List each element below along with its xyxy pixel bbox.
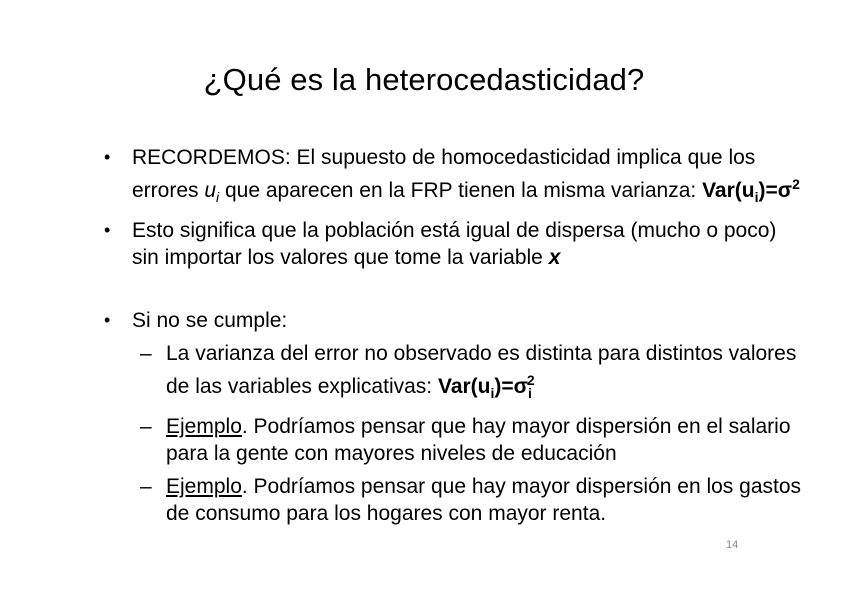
sub-bullet-varianza: – La varianza del error no observado es distinta para distintos valores de las variables explicativas: $Var(u_i)=\sigma_i^2$ xyxy=(140,342,797,402)
formula-var-homo: $Var(u_i)=\sigma^2$ xyxy=(702,176,800,206)
dash-icon: – xyxy=(140,475,152,499)
slide-title: ¿Qué es la heterocedasticidad? xyxy=(203,62,645,97)
sub-bullet-ejemplo-salario: – Ejemplo. Podríamos pensar que hay mayor dispersión en el salario para la gente con mayores niveles de educación xyxy=(140,415,791,466)
bullet-icon: • xyxy=(104,310,111,331)
formula-var-hetero: $Var(u_i)=\sigma_i^2$ xyxy=(437,372,535,402)
dash-icon: – xyxy=(140,342,152,366)
bullet-icon: • xyxy=(104,147,111,167)
variable-x: x xyxy=(548,246,561,270)
page-number: 14 xyxy=(726,539,739,551)
bullet-recordemos: • RECORDEMOS: El supuesto de homocedasticidad implica que los errores $u_i$ que aparecen en la FRP tienen la misma varianza: $Var(u_i)=\sigma^2$ xyxy=(104,146,800,206)
bullet-no-se-cumple: • Si no se cumple: xyxy=(104,309,288,333)
ejemplo-label: Ejemplo xyxy=(166,415,242,439)
sub-bullet-ejemplo-consumo: – Ejemplo. Podríamos pensar que hay mayor dispersión en los gastos de consumo para los hogares con mayor renta. xyxy=(140,475,802,526)
dash-icon: – xyxy=(140,415,152,439)
ejemplo-label: Ejemplo xyxy=(166,475,242,499)
bullet-significa: • Esto significa que la población está igual de dispersa (mucho o poco) sin importar los valores que tome la variable x xyxy=(104,219,777,270)
bullet-icon: • xyxy=(104,220,111,241)
slide-body xyxy=(104,144,804,533)
